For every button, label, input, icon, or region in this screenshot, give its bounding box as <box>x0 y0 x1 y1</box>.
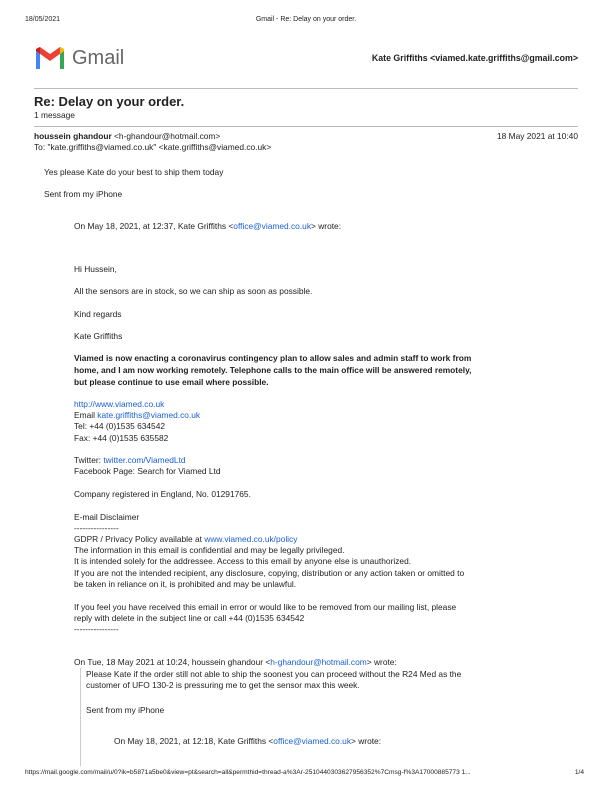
dashes: ---------------- <box>74 523 119 533</box>
greeting: Hi Hussein, <box>74 264 117 274</box>
disclaimer-line: If you are not the intended recipient, any disclosure, copying, distribution or any action taken or omitted to <box>74 568 465 578</box>
sender-name: houssein ghandour <box>34 131 112 141</box>
email-line <box>74 410 200 421</box>
sender <box>34 131 220 142</box>
quote-email-link[interactable]: office@viamed.co.uk <box>273 736 352 746</box>
quote-header <box>74 657 397 668</box>
quote-line: Please Kate if the order still not able to ship the soonest you can proceed without the R24 Med as the <box>86 669 462 679</box>
quote-header-text: On Tue, 18 May 2021 at 10:24, houssein ghandour < <box>74 657 271 667</box>
quote-header <box>114 736 381 747</box>
quote-header-text: > wrote: <box>351 736 382 746</box>
gdpr-line <box>74 534 297 545</box>
gmail-wordmark: Gmail <box>72 47 125 69</box>
recipient: To: "kate.griffiths@viamed.co.uk" <kate.griffiths@viamed.co.uk> <box>34 142 272 152</box>
quote-line: Sent from my iPhone <box>86 705 165 715</box>
quote-border <box>80 668 81 766</box>
divider <box>34 88 578 89</box>
policy-link[interactable]: www.viamed.co.uk/policy <box>204 534 298 544</box>
disclaimer-line: The information in this email is confidential and may be legally privileged. <box>74 545 345 555</box>
disclaimer-line: It is intended solely for the addressee. Access to this email by anyone else is unauthorized. <box>74 556 412 566</box>
disclaimer-title: E-mail Disclaimer <box>74 512 140 522</box>
removal-line: If you feel you have received this email in error or would like to be removed from our mailing list, please <box>74 602 457 612</box>
quote-header-text: > wrote: <box>366 657 397 667</box>
body-line: All the sensors are in stock, so we can ship as soon as possible. <box>74 286 313 296</box>
notice-line: but please continue to use email where possible. <box>74 377 269 387</box>
company-info: Company registered in England, No. 01291765. <box>74 489 251 499</box>
twitter-link[interactable]: twitter.com/ViamedLtd <box>103 455 186 465</box>
quote-header-text: On May 18, 2021, at 12:18, Kate Griffiths < <box>114 736 274 746</box>
account-owner: Kate Griffiths <viamed.kate.griffiths@gmail.com> <box>371 53 578 63</box>
disclaimer-line: be taken in reliance on it, is prohibited and may be unlawful. <box>74 579 297 589</box>
sender-email: <h-ghandour@hotmail.com> <box>114 131 221 141</box>
quote-header-text: On May 18, 2021, at 12:37, Kate Griffiths < <box>74 221 234 231</box>
tel: Tel: +44 (0)1535 634542 <box>74 421 166 431</box>
notice-line: home, and I am now working remotely. Telephone calls to the main office will be answered remotely, <box>74 365 472 375</box>
quote-header-text: > wrote: <box>311 221 342 231</box>
quote-email-link[interactable]: h-ghandour@hotmail.com <box>270 657 367 667</box>
quote-header <box>74 221 341 232</box>
facebook: Facebook Page: Search for Viamed Ltd <box>74 466 221 476</box>
email-link[interactable]: kate.griffiths@viamed.co.uk <box>97 410 201 420</box>
thread-subject: Re: Delay on your order. <box>34 94 185 109</box>
gmail-m-icon <box>34 45 66 69</box>
body-line: Sent from my iPhone <box>44 189 123 199</box>
email-label: Email <box>74 410 98 420</box>
body-line: Yes please Kate do your best to ship them today <box>44 167 224 177</box>
website-link[interactable]: http://www.viamed.co.uk <box>74 399 165 409</box>
quote-line: customer of UFO 130-2 is pressuring me to get the sensor max this week. <box>86 680 360 690</box>
divider <box>34 126 578 127</box>
gdpr-text: GDPR / Privacy Policy available at <box>74 534 205 544</box>
print-date: 18/05/2021 <box>25 16 61 23</box>
signature-name: Kate Griffiths <box>74 331 123 341</box>
closing: Kind regards <box>74 309 122 319</box>
fax: Fax: +44 (0)1535 635582 <box>74 433 169 443</box>
removal-line: reply with delete in the subject line or call +44 (0)1535 634542 <box>74 613 305 623</box>
print-url: https://mail.google.com/mail/u/0?ik=b5871a5be0&view=pt&search=all&permthid=thread-a%3Ar-2510440303627956352%7Cmsg-f%3A17000885773 1... <box>25 769 471 776</box>
gmail-logo <box>34 45 125 71</box>
dashes: ---------------- <box>74 624 119 634</box>
message-date: 18 May 2021 at 10:40 <box>496 131 578 141</box>
print-title: Gmail - Re: Delay on your order. <box>255 16 357 23</box>
page-number: 1/4 <box>574 769 584 776</box>
message-count: 1 message <box>34 110 75 120</box>
twitter-label: Twitter: <box>74 455 104 465</box>
notice-line: Viamed is now enacting a coronavirus contingency plan to allow sales and admin staff to work from <box>74 353 472 363</box>
twitter-line <box>74 455 186 466</box>
quote-email-link[interactable]: office@viamed.co.uk <box>233 221 312 231</box>
